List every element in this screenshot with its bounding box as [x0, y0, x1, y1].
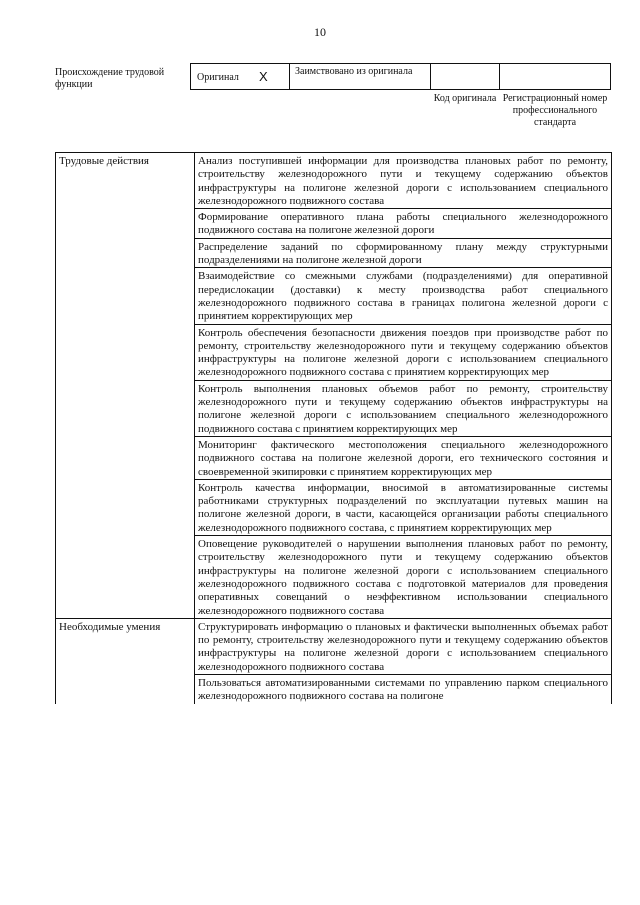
origin-label: Происхождение трудовой функции: [55, 67, 165, 90]
borrowed-label: Заимствовано из оригинала: [289, 63, 431, 90]
code-caption: Код оригинала: [433, 93, 497, 104]
function-table: [55, 152, 612, 704]
original-mark: X: [259, 69, 268, 84]
table-cell: Контроль обеспечения безопасности движения поездов при производстве работ по ремонту, строительству железнодорожного пути и текущему содержанию объектов инфраструктуры на полигоне железной дороги с использованием специального железнодорожного подвижного состава с принятием корректирующих мер: [195, 324, 612, 380]
table-cell: Структурировать информацию о плановых и фактически выполненных объемах работ по ремонту, строительству железнодорожного пути и текущему содержанию объектов инфраструктуры на полигоне железной дороги с использованием специального железнодорожного подвижного состава: [195, 618, 612, 674]
table-row: [56, 618, 612, 674]
table-cell: Контроль выполнения плановых объемов работ по ремонту, строительству железнодорожного пути и текущему содержанию объектов инфраструктуры на полигоне железной дороги с использованием специального железнодорожного подвижного состава с принятием корректирующих мер: [195, 380, 612, 436]
table-cell: Взаимодействие со смежными службами (подразделениями) для оперативной передислокации (доставки) к месту производства работ специального железнодорожного подвижного состава в границах полигона железной дороги с принятием корректирующих мер: [195, 268, 612, 324]
reg-caption: Регистрационный номер профессионального стандарта: [502, 93, 608, 128]
original-label: Оригинал: [197, 72, 239, 83]
code-box: [430, 63, 500, 90]
table-cell: Пользоваться автоматизированными системами по управлению парком специального железнодорожного подвижного состава на полигоне: [195, 674, 612, 703]
table-cell: Мониторинг фактического местоположения специального железнодорожного подвижного состава на полигоне железной дороги, его технического состояния и своевременной экипировки с принятием корректирующих мер: [195, 436, 612, 479]
original-box: [190, 63, 290, 90]
section-label-skills: Необходимые умения: [56, 618, 195, 703]
page-number: 10: [314, 25, 326, 39]
reg-number-box: [499, 63, 611, 90]
table-cell: Формирование оперативного плана работы специального железнодорожного подвижного состава на полигоне железной дороги: [195, 209, 612, 239]
table-cell: Распределение заданий по сформированному плану между структурными подразделениями на полигоне железной дороги: [195, 238, 612, 268]
table-row: [56, 153, 612, 209]
section-label-actions: Трудовые действия: [56, 153, 195, 619]
table-cell: Анализ поступившей информации для производства плановых работ по ремонту, строительству железнодорожного пути и текущему содержанию объектов инфраструктуры на полигоне железной дороги с использованием специального железнодорожного подвижного состава: [195, 153, 612, 209]
table-cell: Контроль качества информации, вносимой в автоматизированные системы работниками структурных подразделений по эксплуатации путевых машин на полигоне железной дороги, в части, касающейся организации работы специального железнодорожного подвижного состава, с принятием корректирующих мер: [195, 479, 612, 535]
table-cell: Оповещение руководителей о нарушении выполнения плановых работ по ремонту, строительству железнодорожного пути и текущему содержанию объектов инфраструктуры на полигоне железной дороги с использованием специального железнодорожного подвижного состава с подготовкой материалов для проведения оперативных совещаний о неэффективном использовании специального железнодорожного подвижного состава: [195, 536, 612, 619]
